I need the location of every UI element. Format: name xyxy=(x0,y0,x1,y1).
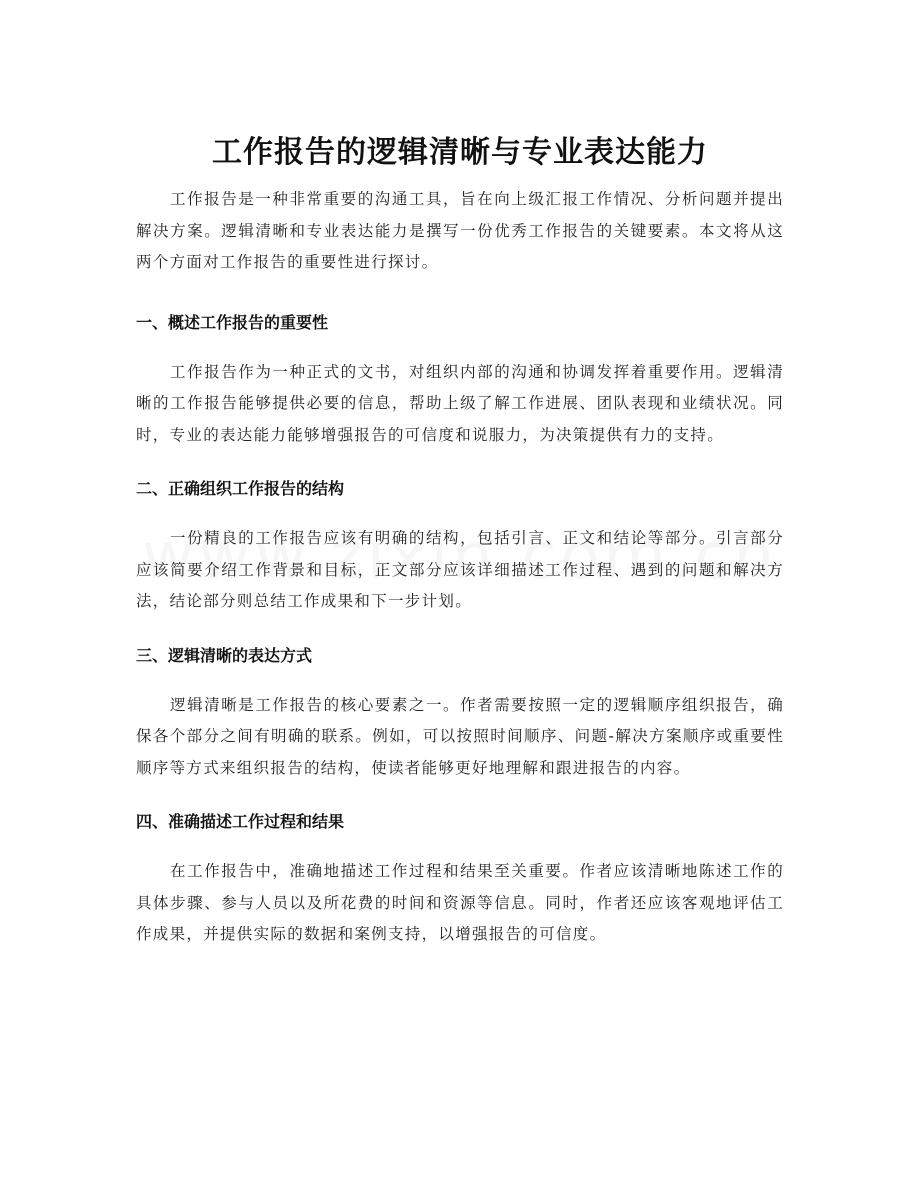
document-title: 工作报告的逻辑清晰与专业表达能力 xyxy=(212,135,708,171)
intro-paragraph: 工作报告是一种非常重要的沟通工具，旨在向上级汇报工作情况、分析问题并提出解决方案。逻辑清晰和专业表达能力是撰写一份优秀工作报告的关键要素。本文将从这两个方面对工作报告的重要性进行探讨。 xyxy=(136,190,784,271)
section-heading-4: 四、准确描述工作过程和结果 xyxy=(136,812,345,831)
section-heading-1: 一、概述工作报告的重要性 xyxy=(136,312,329,332)
section-heading-2: 二、正确组织工作报告的结构 xyxy=(136,479,345,498)
section-paragraph-4: 在工作报告中，准确地描述工作过程和结果至关重要。作者应该清晰地陈述工作的具体步骤、参与人员以及所花费的时间和资源等信息。同时，作者还应该客观地评估工作成果，并提供实际的数据和案例支持，以增强报告的可信度。 xyxy=(136,862,784,943)
section-paragraph-1: 工作报告作为一种正式的文书，对组织内部的沟通和协调发挥着重要作用。逻辑清晰的工作报告能够提供必要的信息，帮助上级了解工作进展、团队表现和业绩状况。同时，专业的表达能力能够增强报告的可信度和说服力，为决策提供有力的支持。 xyxy=(136,362,784,444)
document-body xyxy=(136,184,784,951)
section-heading-3: 三、逻辑清晰的表达方式 xyxy=(136,645,313,665)
section-paragraph-2: 一份精良的工作报告应该有明确的结构，包括引言、正文和结论等部分。引言部分应该简要介绍工作背景和目标，正文部分应该详细描述工作过程、遇到的问题和解决方法，结论部分则总结工作成果和下一步计划。 xyxy=(136,529,784,610)
section-paragraph-3: 逻辑清晰是工作报告的核心要素之一。作者需要按照一定的逻辑顺序组织报告，确保各个部分之间有明确的联系。例如，可以按照时间顺序、问题-解决方案顺序或重要性顺序等方式来组织报告的结构，使读者能够更好地理解和跟进报告的内容。 xyxy=(136,695,784,777)
